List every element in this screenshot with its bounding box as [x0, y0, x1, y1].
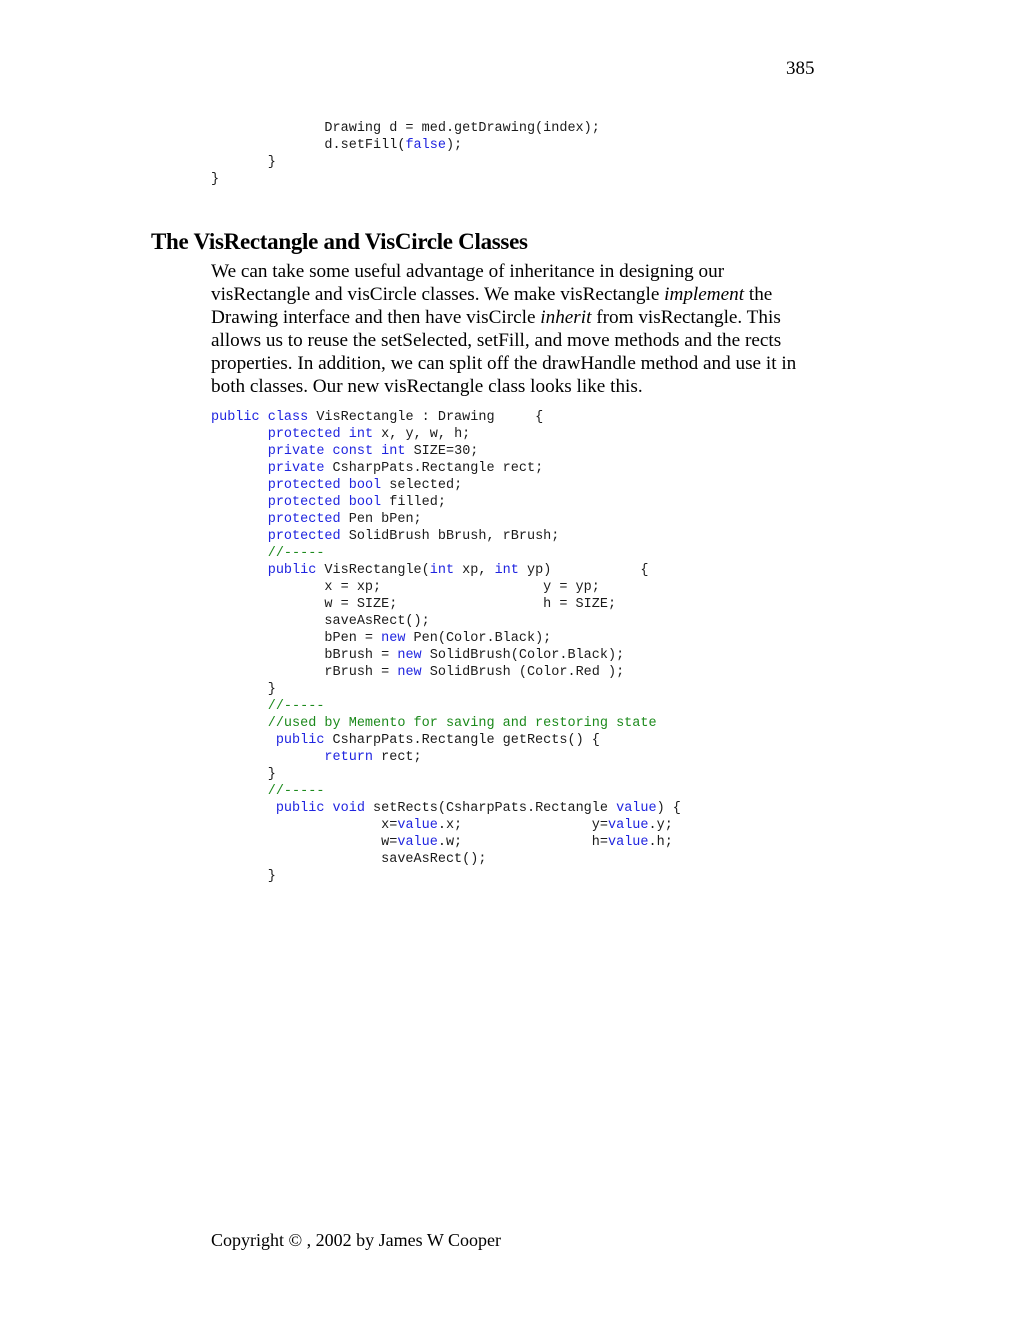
body-paragraph: We can take some useful advantage of inheritance in designing our visRectangle and visCircle classes. We make visRectangle implement the Drawing interface and then have visCircle inherit from visRectangle. This allows us to reuse the setSelected, setFill, and move methods and the rects properties. In addition, we can split off the drawHandle method and use it in both classes. Our new visRectangle class looks like this. — [211, 261, 797, 397]
section-heading: The VisRectangle and VisCircle Classes — [151, 229, 528, 254]
page-number: 385 — [786, 58, 815, 79]
copyright-footer: Copyright © , 2002 by James W Cooper — [211, 1230, 501, 1250]
emphasis-implement: implement — [664, 284, 745, 305]
code-block-visrectangle: public class VisRectangle : Drawing { protected int x, y, w, h; private const int SIZE=30; private CsharpPats.Rectangle rect; protected bool selected; protected bool filled; protected Pen bPen; protected SolidBrush bBrush, rBrush; //----- public VisRectangle(int xp, int yp) { x = xp; y = yp; w = SIZE; h = SIZE; saveAsRect(); bPen = new Pen(Color.Black); bBrush = new SolidBrush(Color.Black); rBrush = new SolidBrush (Color.Red ); } //----- //used by Memento for saving and restoring state public CsharpPats.Rectangle getRects() { return rect; } //----- public void setRects(CsharpPats.Rectangle value) { x=value.x; y=value.y; w=value.w; h=value.h; saveAsRect(); } — [211, 410, 681, 884]
emphasis-inherit: inherit — [540, 307, 592, 328]
code-block-top: Drawing d = med.getDrawing(index); d.setFill(false); } } — [211, 121, 600, 187]
